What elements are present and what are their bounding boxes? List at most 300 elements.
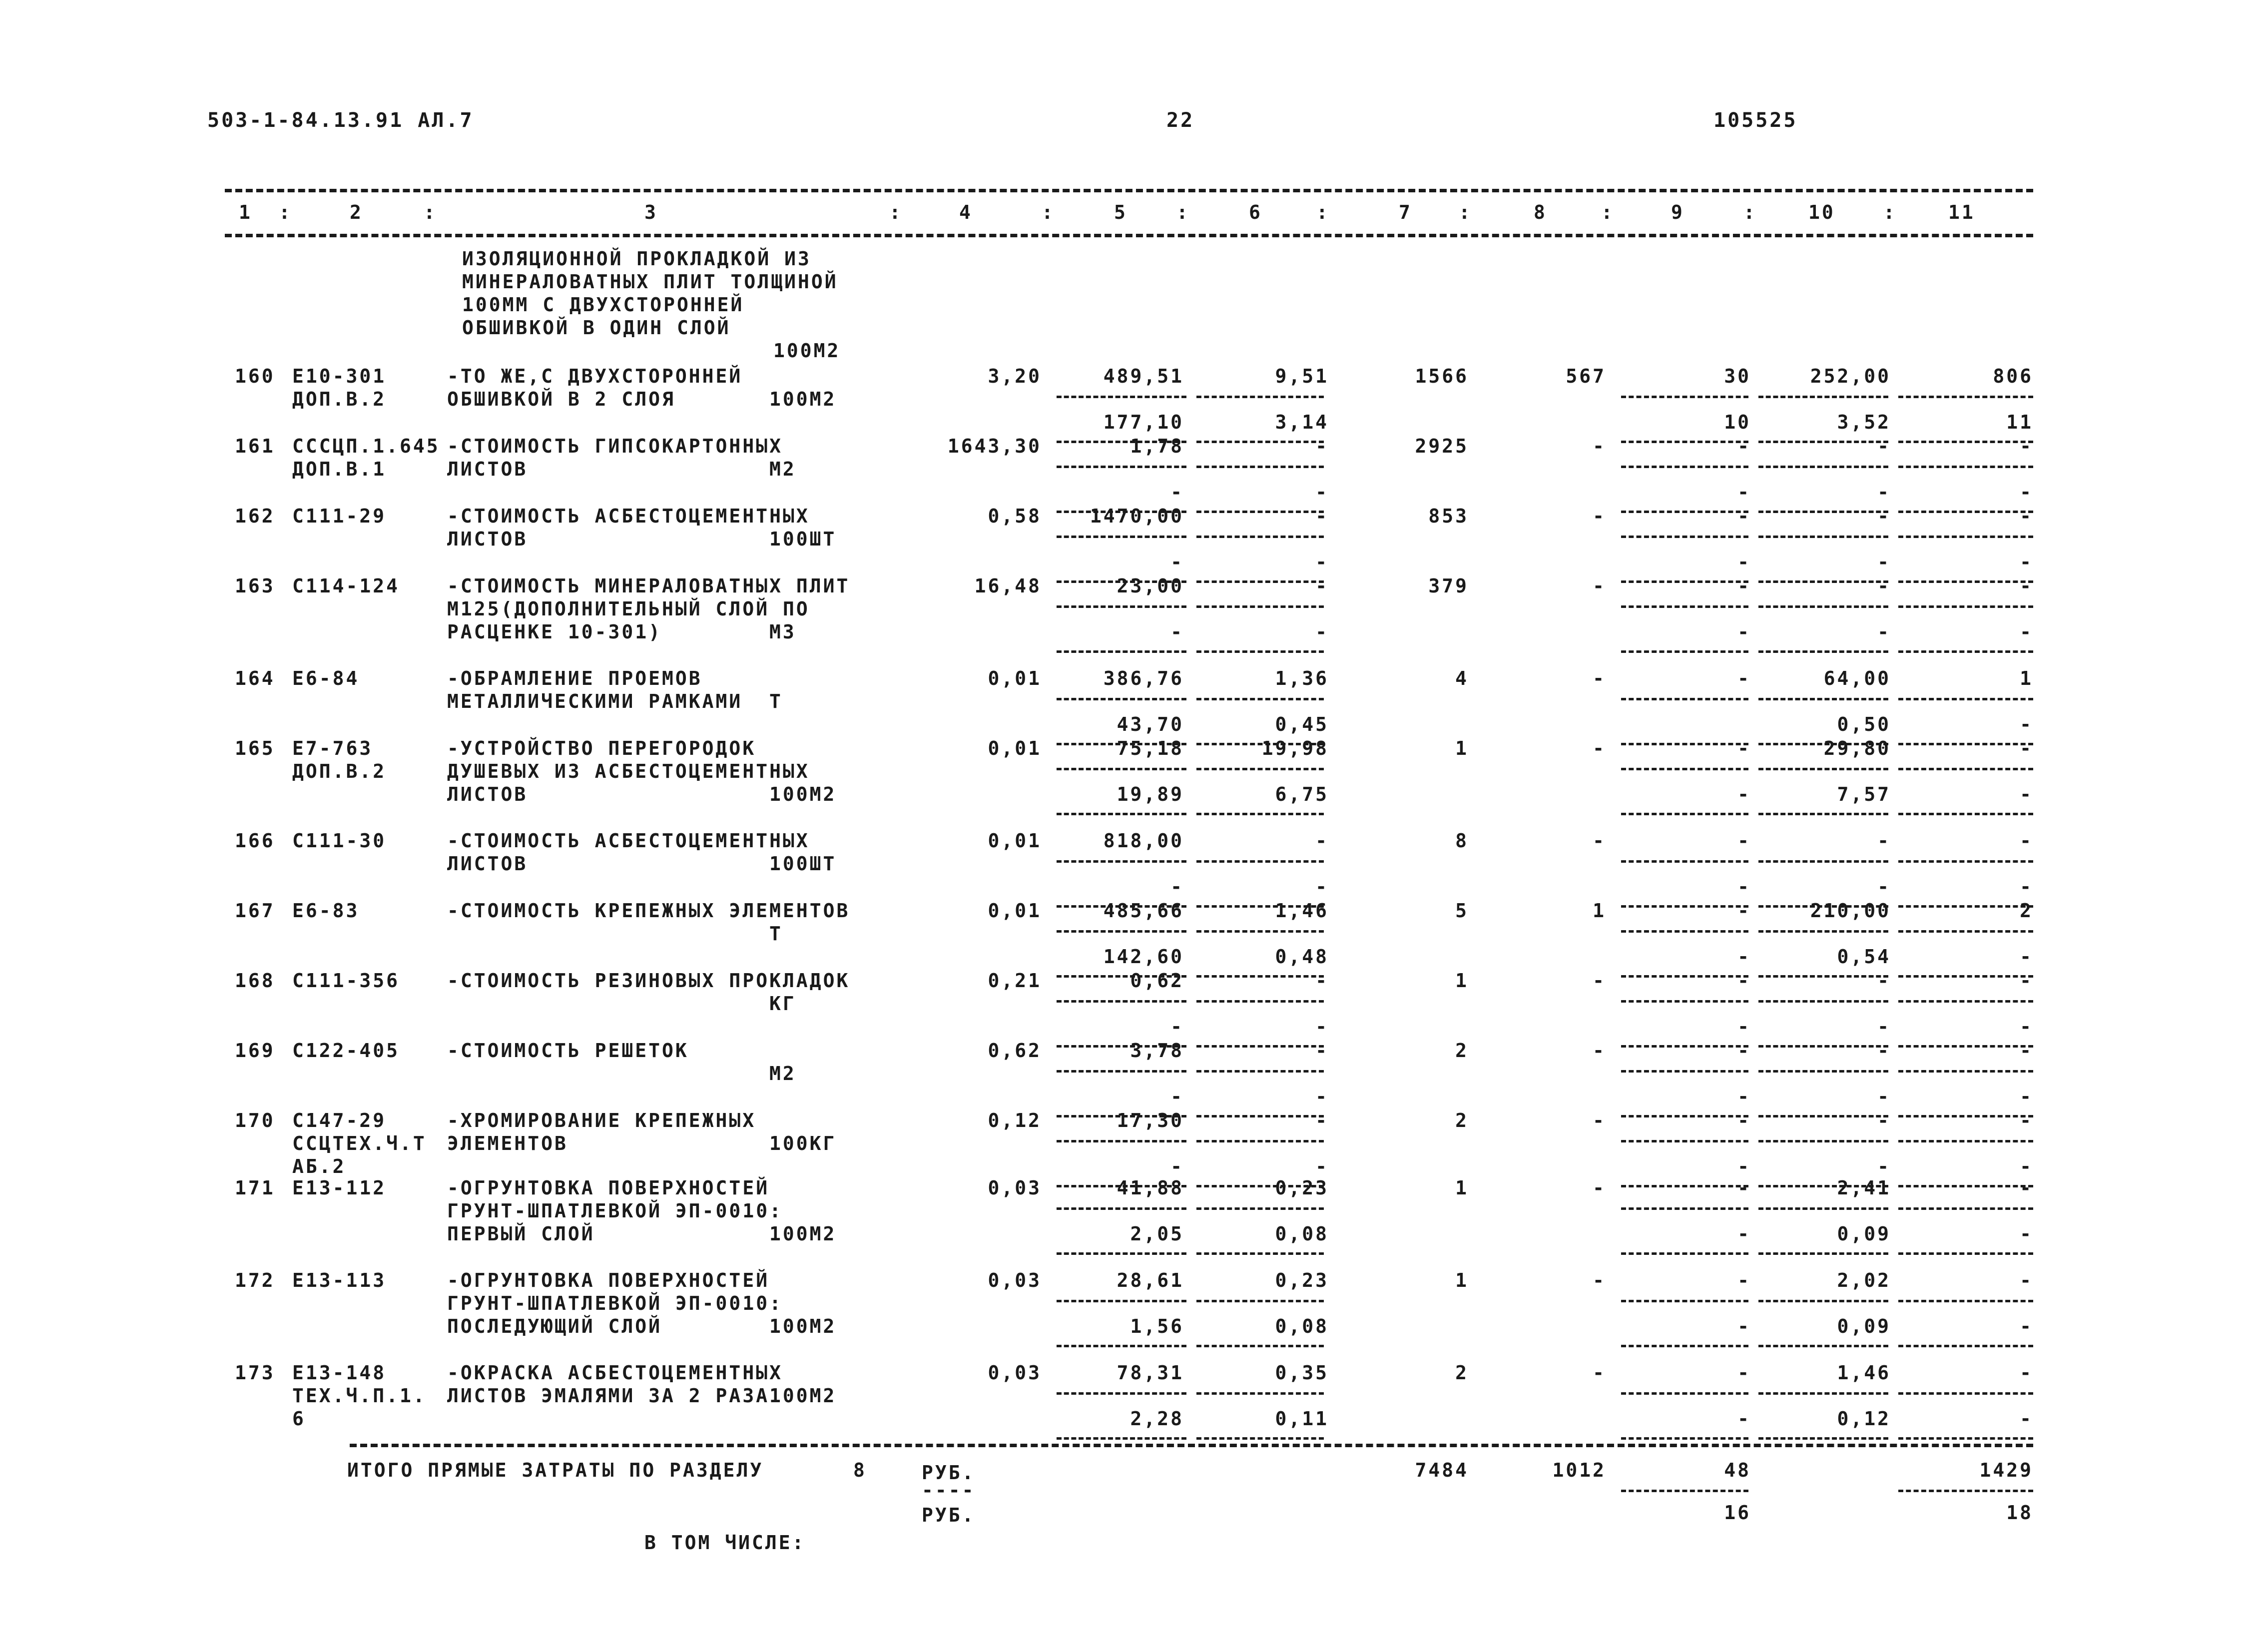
intro-line: ОБШИВКОЙ В ОДИН СЛОЙ bbox=[462, 317, 731, 339]
cell-separator bbox=[1057, 466, 1186, 468]
cell-c10: - bbox=[1877, 970, 1891, 992]
cell-sub-s5: 43,70 bbox=[1117, 713, 1184, 735]
column-header-7: : bbox=[1042, 201, 1055, 223]
row-description: МЕТАЛЛИЧЕСКИМИ РАМКАМИ bbox=[447, 690, 743, 712]
cell-sub-s9: - bbox=[1737, 783, 1751, 805]
cell-sub-s6: 0,08 bbox=[1275, 1315, 1329, 1337]
cell-sub-s6: - bbox=[1315, 551, 1329, 573]
cell-sub-s5: - bbox=[1170, 1155, 1184, 1177]
cell-c8: - bbox=[1593, 667, 1606, 689]
cell-separator bbox=[1621, 605, 1748, 608]
cell-sub-s9: 10 bbox=[1724, 411, 1751, 433]
cell-c7: 5 bbox=[1455, 900, 1469, 922]
cell-c9: - bbox=[1737, 667, 1751, 689]
row-code: АБ.2 bbox=[292, 1155, 346, 1177]
cell-c8: 567 bbox=[1566, 365, 1606, 387]
cell-c5: 28,61 bbox=[1117, 1269, 1184, 1291]
cell-sub-s11: - bbox=[2020, 1223, 2033, 1245]
cell-c8: - bbox=[1593, 830, 1606, 852]
cell-c7: 2 bbox=[1455, 1040, 1469, 1062]
cell-sub-s9: - bbox=[1737, 621, 1751, 643]
cell-c10: 210,00 bbox=[1810, 900, 1891, 922]
cell-separator bbox=[1621, 1000, 1748, 1003]
cell-separator bbox=[1621, 1300, 1748, 1302]
row-code: Е13-148 bbox=[292, 1362, 387, 1384]
cell-qty: 0,21 bbox=[988, 970, 1042, 992]
row-number: 168 bbox=[235, 970, 275, 992]
cell-c10: 2,02 bbox=[1837, 1269, 1891, 1291]
cell-separator bbox=[1057, 768, 1186, 770]
cell-separator bbox=[1057, 930, 1186, 933]
doc-number: 105525 bbox=[1713, 109, 1798, 132]
row-description: М125(ДОПОЛНИТЕЛЬНЫЙ СЛОЙ ПО bbox=[447, 598, 810, 620]
cell-qty: 0,58 bbox=[988, 505, 1042, 527]
cell-separator bbox=[1898, 1345, 2033, 1347]
cell-c10: 1,46 bbox=[1837, 1362, 1891, 1384]
cell-c7: 379 bbox=[1428, 575, 1469, 597]
cell-sub-s5: 142,60 bbox=[1103, 946, 1184, 968]
cell-sub-s11: - bbox=[2020, 1315, 2033, 1337]
row-code: Е6-83 bbox=[292, 900, 360, 922]
cell-separator bbox=[1196, 768, 1324, 770]
cell-separator bbox=[1758, 536, 1888, 538]
cell-sub-s11: - bbox=[2020, 713, 2033, 735]
cell-separator bbox=[1758, 768, 1888, 770]
cell-separator bbox=[1898, 1392, 2033, 1395]
cell-sub-s6: 0,48 bbox=[1275, 946, 1329, 968]
cell-sub-s10: - bbox=[1877, 876, 1891, 898]
cell-separator bbox=[1758, 466, 1888, 468]
cell-separator bbox=[1758, 650, 1888, 653]
cell-c8: - bbox=[1593, 1362, 1606, 1384]
cell-separator bbox=[1758, 1300, 1888, 1302]
cell-c11: - bbox=[2020, 1040, 2033, 1062]
row-code: С147-29 bbox=[292, 1109, 387, 1131]
column-header-4: 3 bbox=[644, 201, 658, 223]
cell-sub-s5: - bbox=[1170, 1016, 1184, 1038]
totals-label: ИТОГО ПРЯМЫЕ ЗАТРАТЫ ПО РАЗДЕЛУ bbox=[347, 1459, 764, 1481]
cell-separator bbox=[1758, 698, 1888, 700]
cell-c9: - bbox=[1737, 830, 1751, 852]
column-header-11: : bbox=[1316, 201, 1330, 223]
cell-separator bbox=[1898, 698, 2033, 700]
cell-c11: - bbox=[2020, 1177, 2033, 1199]
cell-sub-s6: 6,75 bbox=[1275, 783, 1329, 805]
cell-sub-s11: - bbox=[2020, 946, 2033, 968]
column-header-17: : bbox=[1743, 201, 1757, 223]
cell-c7: 2 bbox=[1455, 1362, 1469, 1384]
column-header-8: 5 bbox=[1114, 201, 1127, 223]
cell-sub-s11: - bbox=[2020, 621, 2033, 643]
cell-separator bbox=[1621, 1345, 1748, 1347]
cell-separator bbox=[1196, 1252, 1324, 1255]
cell-c9: 30 bbox=[1724, 365, 1751, 387]
page-number: 22 bbox=[1166, 109, 1195, 132]
row-unit: КГ bbox=[769, 993, 796, 1015]
row-description: ГРУНТ-ШПАТЛЕВКОЙ ЭП-0010: bbox=[447, 1292, 783, 1314]
cell-sub-s10: 0,12 bbox=[1837, 1408, 1891, 1430]
row-description: -СТОИМОСТЬ МИНЕРАЛОВАТНЫХ ПЛИТ bbox=[447, 575, 850, 597]
cell-c10: 64,00 bbox=[1823, 667, 1891, 689]
cell-separator bbox=[1196, 1392, 1324, 1395]
row-description: -СТОИМОСТЬ АСБЕСТОЦЕМЕНТНЫХ bbox=[447, 830, 810, 852]
cell-c6: - bbox=[1315, 1040, 1329, 1062]
row-number: 164 bbox=[235, 667, 275, 689]
cell-separator bbox=[1758, 1437, 1888, 1440]
column-header-13: : bbox=[1459, 201, 1472, 223]
cell-c11: - bbox=[2020, 435, 2033, 457]
row-code: С111-356 bbox=[292, 970, 400, 992]
cell-sub-s9: - bbox=[1737, 946, 1751, 968]
row-unit: 100М2 bbox=[769, 1315, 837, 1337]
cell-sub-s5: - bbox=[1170, 551, 1184, 573]
cell-sub-s5: - bbox=[1170, 621, 1184, 643]
cell-separator bbox=[1057, 1345, 1186, 1347]
column-header-19: : bbox=[1883, 201, 1897, 223]
cell-c7: 8 bbox=[1455, 830, 1469, 852]
row-unit: Т bbox=[769, 923, 783, 945]
cell-sub-s9: - bbox=[1737, 481, 1751, 503]
totals-dash: ---- bbox=[922, 1479, 976, 1501]
row-description: -ОГРУНТОВКА ПОВЕРХНОСТЕЙ bbox=[447, 1269, 770, 1291]
row-description: ЛИСТОВ bbox=[447, 783, 528, 805]
cell-c8: - bbox=[1593, 737, 1606, 759]
row-number: 166 bbox=[235, 830, 275, 852]
cell-separator bbox=[1758, 1140, 1888, 1142]
cell-c7: 1 bbox=[1455, 1269, 1469, 1291]
cell-separator bbox=[1621, 813, 1748, 815]
cell-c7: 853 bbox=[1428, 505, 1469, 527]
row-number: 173 bbox=[235, 1362, 275, 1384]
cell-separator bbox=[1196, 1207, 1324, 1210]
totals-c7: 7484 bbox=[1415, 1459, 1469, 1481]
cell-separator bbox=[1898, 466, 2033, 468]
cell-sub-s10: - bbox=[1877, 551, 1891, 573]
row-code: ССЦТЕХ.Ч.Т bbox=[292, 1132, 427, 1154]
table-top-rule bbox=[225, 189, 2033, 192]
row-description: ПЕРВЫЙ СЛОЙ bbox=[447, 1223, 595, 1245]
cell-c10: 252,00 bbox=[1810, 365, 1891, 387]
cell-sub-s9: - bbox=[1737, 1155, 1751, 1177]
cell-c7: 4 bbox=[1455, 667, 1469, 689]
cell-separator bbox=[1196, 813, 1324, 815]
cell-c6: 9,51 bbox=[1275, 365, 1329, 387]
row-code: 6 bbox=[292, 1408, 306, 1430]
cell-c6: 0,23 bbox=[1275, 1269, 1329, 1291]
cell-c5: 3,78 bbox=[1130, 1040, 1184, 1062]
cell-c7: 1 bbox=[1455, 1177, 1469, 1199]
totals-sep-9 bbox=[1621, 1490, 1748, 1492]
including-label: В ТОМ ЧИСЛЕ: bbox=[644, 1532, 806, 1554]
cell-c6: - bbox=[1315, 505, 1329, 527]
cell-sub-s6: 0,45 bbox=[1275, 713, 1329, 735]
cell-separator bbox=[1621, 1207, 1748, 1210]
cell-separator bbox=[1621, 1140, 1748, 1142]
totals-s9: 16 bbox=[1724, 1502, 1751, 1524]
row-description: -СТОИМОСТЬ РЕШЕТОК bbox=[447, 1040, 689, 1062]
cell-sub-s9: - bbox=[1737, 551, 1751, 573]
cell-separator bbox=[1196, 860, 1324, 863]
row-unit: 100М2 bbox=[769, 388, 837, 410]
cell-separator bbox=[1898, 650, 2033, 653]
row-code: ДОП.В.1 bbox=[292, 458, 387, 480]
cell-sub-s10: 0,09 bbox=[1837, 1223, 1891, 1245]
totals-currency-1: РУБ. bbox=[922, 1462, 976, 1484]
cell-separator bbox=[1621, 466, 1748, 468]
cell-separator bbox=[1057, 536, 1186, 538]
cell-qty: 0,01 bbox=[988, 900, 1042, 922]
cell-c11: 1 bbox=[2020, 667, 2033, 689]
column-header-3: : bbox=[424, 201, 437, 223]
cell-separator bbox=[1621, 930, 1748, 933]
totals-c9: 48 bbox=[1724, 1459, 1751, 1481]
row-description: -ХРОМИРОВАНИЕ КРЕПЕЖНЫХ bbox=[447, 1109, 756, 1131]
row-unit: 100ШТ bbox=[769, 853, 837, 875]
row-description: ОБШИВКОЙ В 2 СЛОЯ bbox=[447, 388, 675, 410]
cell-c7: 2 bbox=[1455, 1109, 1469, 1131]
cell-c7: 1 bbox=[1455, 970, 1469, 992]
cell-separator bbox=[1196, 1345, 1324, 1347]
cell-separator bbox=[1057, 1437, 1186, 1440]
cell-separator bbox=[1621, 768, 1748, 770]
cell-c6: - bbox=[1315, 1109, 1329, 1131]
cell-separator bbox=[1057, 1392, 1186, 1395]
cell-sub-s10: - bbox=[1877, 1086, 1891, 1107]
cell-separator bbox=[1196, 650, 1324, 653]
cell-sub-s11: - bbox=[2020, 551, 2033, 573]
row-description: ЛИСТОВ ЭМАЛЯМИ ЗА 2 РАЗА bbox=[447, 1385, 770, 1407]
cell-qty: 0,01 bbox=[988, 667, 1042, 689]
row-unit: 100М2 bbox=[769, 1223, 837, 1245]
cell-separator bbox=[1758, 396, 1888, 398]
cell-c11: 2 bbox=[2020, 900, 2033, 922]
cell-separator bbox=[1621, 536, 1748, 538]
cell-c6: 19,98 bbox=[1261, 737, 1329, 759]
cell-c8: 1 bbox=[1593, 900, 1606, 922]
row-code: С111-30 bbox=[292, 830, 387, 852]
row-unit: М2 bbox=[769, 458, 796, 480]
cell-c7: 1 bbox=[1455, 737, 1469, 759]
cell-c11: - bbox=[2020, 830, 2033, 852]
cell-separator bbox=[1758, 1252, 1888, 1255]
cell-c9: - bbox=[1737, 737, 1751, 759]
cell-sub-s6: - bbox=[1315, 876, 1329, 898]
row-description: -СТОИМОСТЬ РЕЗИНОВЫХ ПРОКЛАДОК bbox=[447, 970, 850, 992]
cell-c9: - bbox=[1737, 505, 1751, 527]
cell-sub-s11: - bbox=[2020, 1408, 2033, 1430]
cell-c9: - bbox=[1737, 970, 1751, 992]
cell-c9: - bbox=[1737, 1109, 1751, 1131]
row-description: -СТОИМОСТЬ КРЕПЕЖНЫХ ЭЛЕМЕНТОВ bbox=[447, 900, 850, 922]
cell-separator bbox=[1196, 396, 1324, 398]
cell-sub-s6: - bbox=[1315, 1016, 1329, 1038]
row-code: С111-29 bbox=[292, 505, 387, 527]
cell-separator bbox=[1057, 813, 1186, 815]
cell-c11: - bbox=[2020, 737, 2033, 759]
cell-sub-s10: 0,09 bbox=[1837, 1315, 1891, 1337]
cell-sub-s6: 0,08 bbox=[1275, 1223, 1329, 1245]
cell-qty: 0,62 bbox=[988, 1040, 1042, 1062]
cell-separator bbox=[1057, 698, 1186, 700]
totals-sep-11 bbox=[1898, 1490, 2033, 1492]
row-number: 160 bbox=[235, 365, 275, 387]
cell-separator bbox=[1057, 1252, 1186, 1255]
intro-line: 100ММ С ДВУХСТОРОННЕЙ bbox=[462, 294, 744, 316]
cell-separator bbox=[1196, 1140, 1324, 1142]
cell-sub-s10: - bbox=[1877, 1155, 1891, 1177]
column-header-15: : bbox=[1601, 201, 1615, 223]
cell-sub-s5: - bbox=[1170, 1086, 1184, 1107]
cell-c6: - bbox=[1315, 435, 1329, 457]
cell-c8: - bbox=[1593, 1040, 1606, 1062]
column-header-18: 10 bbox=[1808, 201, 1835, 223]
column-header-9: : bbox=[1176, 201, 1190, 223]
cell-separator bbox=[1196, 1300, 1324, 1302]
cell-c10: - bbox=[1877, 505, 1891, 527]
column-header-10: 6 bbox=[1249, 201, 1262, 223]
intro-unit: 100М2 bbox=[773, 340, 841, 362]
cell-separator bbox=[1057, 1300, 1186, 1302]
row-unit: 100М2 bbox=[769, 1385, 837, 1407]
cell-c5: 75,18 bbox=[1117, 737, 1184, 759]
cell-separator bbox=[1621, 1392, 1748, 1395]
cell-separator bbox=[1898, 860, 2033, 863]
row-code: С122-405 bbox=[292, 1040, 400, 1062]
cell-sub-s11: - bbox=[2020, 783, 2033, 805]
cell-c5: 23,00 bbox=[1117, 575, 1184, 597]
cell-separator bbox=[1898, 768, 2033, 770]
cell-separator bbox=[1898, 1437, 2033, 1440]
cell-sub-s6: 0,11 bbox=[1275, 1408, 1329, 1430]
cell-sub-s9: - bbox=[1737, 1408, 1751, 1430]
cell-separator bbox=[1898, 1207, 2033, 1210]
row-description: РАСЦЕНКЕ 10-301) bbox=[447, 621, 662, 643]
cell-sub-s5: 1,56 bbox=[1130, 1315, 1184, 1337]
cell-qty: 3,20 bbox=[988, 365, 1042, 387]
row-description: ЭЛЕМЕНТОВ bbox=[447, 1132, 568, 1154]
cell-separator bbox=[1196, 1437, 1324, 1440]
row-code: Е6-84 bbox=[292, 667, 360, 689]
cell-separator bbox=[1057, 396, 1186, 398]
cell-c10: 2,41 bbox=[1837, 1177, 1891, 1199]
cell-separator bbox=[1057, 1140, 1186, 1142]
cell-sub-s9: - bbox=[1737, 1016, 1751, 1038]
row-description: -УСТРОЙСТВО ПЕРЕГОРОДОК bbox=[447, 737, 756, 759]
cell-c11: - bbox=[2020, 575, 2033, 597]
cell-c8: - bbox=[1593, 505, 1606, 527]
cell-separator bbox=[1621, 650, 1748, 653]
row-description: -ТО ЖЕ,С ДВУХСТОРОННЕЙ bbox=[447, 365, 743, 387]
cell-sub-s6: - bbox=[1315, 621, 1329, 643]
cell-separator bbox=[1758, 930, 1888, 933]
cell-qty: 0,01 bbox=[988, 737, 1042, 759]
cell-c9: - bbox=[1737, 1040, 1751, 1062]
cell-c5: 386,76 bbox=[1103, 667, 1184, 689]
cell-separator bbox=[1898, 1300, 2033, 1302]
row-description: -СТОИМОСТЬ АСБЕСТОЦЕМЕНТНЫХ bbox=[447, 505, 810, 527]
row-number: 165 bbox=[235, 737, 275, 759]
row-unit: 100ШТ bbox=[769, 528, 837, 550]
cell-separator bbox=[1758, 1345, 1888, 1347]
cell-c6: - bbox=[1315, 970, 1329, 992]
cell-c10: - bbox=[1877, 1109, 1891, 1131]
cell-separator bbox=[1898, 605, 2033, 608]
cell-sub-s11: - bbox=[2020, 481, 2033, 503]
totals-c11: 1429 bbox=[1979, 1459, 2033, 1481]
cell-separator bbox=[1898, 396, 2033, 398]
cell-sub-s6: - bbox=[1315, 1086, 1329, 1107]
cell-c5: 485,66 bbox=[1103, 900, 1184, 922]
cell-sub-s9: - bbox=[1737, 1223, 1751, 1245]
cell-separator bbox=[1898, 1000, 2033, 1003]
cell-separator bbox=[1758, 605, 1888, 608]
cell-sub-s6: - bbox=[1315, 1155, 1329, 1177]
totals-currency-2: РУБ. bbox=[922, 1504, 976, 1526]
row-code: Е13-113 bbox=[292, 1269, 387, 1291]
row-description: -ОБРАМЛЕНИЕ ПРОЕМОВ bbox=[447, 667, 702, 689]
row-description: ЛИСТОВ bbox=[447, 853, 528, 875]
row-code: ДОП.В.2 bbox=[292, 760, 387, 782]
row-unit: 100КГ bbox=[769, 1132, 837, 1154]
cell-sub-s9: - bbox=[1737, 1086, 1751, 1107]
row-number: 169 bbox=[235, 1040, 275, 1062]
cell-separator bbox=[1057, 1000, 1186, 1003]
totals-top-rule bbox=[350, 1444, 2033, 1447]
row-unit: 100М2 bbox=[769, 783, 837, 805]
header-bottom-rule bbox=[225, 234, 2033, 237]
cell-separator bbox=[1898, 1140, 2033, 1142]
totals-c8: 1012 bbox=[1552, 1459, 1606, 1481]
row-description: -ОКРАСКА АСБЕСТОЦЕМЕНТНЫХ bbox=[447, 1362, 783, 1384]
cell-separator bbox=[1196, 930, 1324, 933]
cell-separator bbox=[1196, 1070, 1324, 1073]
cell-qty: 0,03 bbox=[988, 1177, 1042, 1199]
row-number: 167 bbox=[235, 900, 275, 922]
cell-c10: - bbox=[1877, 1040, 1891, 1062]
cell-qty: 0,03 bbox=[988, 1269, 1042, 1291]
cell-c8: - bbox=[1593, 1109, 1606, 1131]
column-header-12: 7 bbox=[1399, 201, 1412, 223]
row-number: 170 bbox=[235, 1109, 275, 1131]
cell-sub-s10: 0,50 bbox=[1837, 713, 1891, 735]
cell-separator bbox=[1621, 698, 1748, 700]
totals-s11: 18 bbox=[2006, 1502, 2033, 1524]
intro-line: МИНЕРАЛОВАТНЫХ ПЛИТ ТОЛЩИНОЙ bbox=[462, 271, 838, 293]
doc-code: 503-1-84.13.91 АЛ.7 bbox=[207, 109, 474, 132]
cell-sub-s11: - bbox=[2020, 1155, 2033, 1177]
cell-c11: - bbox=[2020, 505, 2033, 527]
cell-separator bbox=[1898, 1070, 2033, 1073]
cell-separator bbox=[1898, 930, 2033, 933]
cell-c8: - bbox=[1593, 970, 1606, 992]
cell-c6: 0,23 bbox=[1275, 1177, 1329, 1199]
cell-c9: - bbox=[1737, 1362, 1751, 1384]
cell-c5: 818,00 bbox=[1103, 830, 1184, 852]
cell-c11: - bbox=[2020, 1269, 2033, 1291]
cell-separator bbox=[1758, 813, 1888, 815]
row-description: -ОГРУНТОВКА ПОВЕРХНОСТЕЙ bbox=[447, 1177, 770, 1199]
cell-c5: 0,62 bbox=[1130, 970, 1184, 992]
cell-c6: 1,46 bbox=[1275, 900, 1329, 922]
cell-sub-s10: 3,52 bbox=[1837, 411, 1891, 433]
cell-separator bbox=[1621, 860, 1748, 863]
cell-c9: - bbox=[1737, 900, 1751, 922]
cell-c10: 29,80 bbox=[1823, 737, 1891, 759]
cell-separator bbox=[1758, 860, 1888, 863]
column-header-0: 1 bbox=[239, 201, 252, 223]
cell-sub-s9: - bbox=[1737, 1315, 1751, 1337]
cell-separator bbox=[1758, 1000, 1888, 1003]
